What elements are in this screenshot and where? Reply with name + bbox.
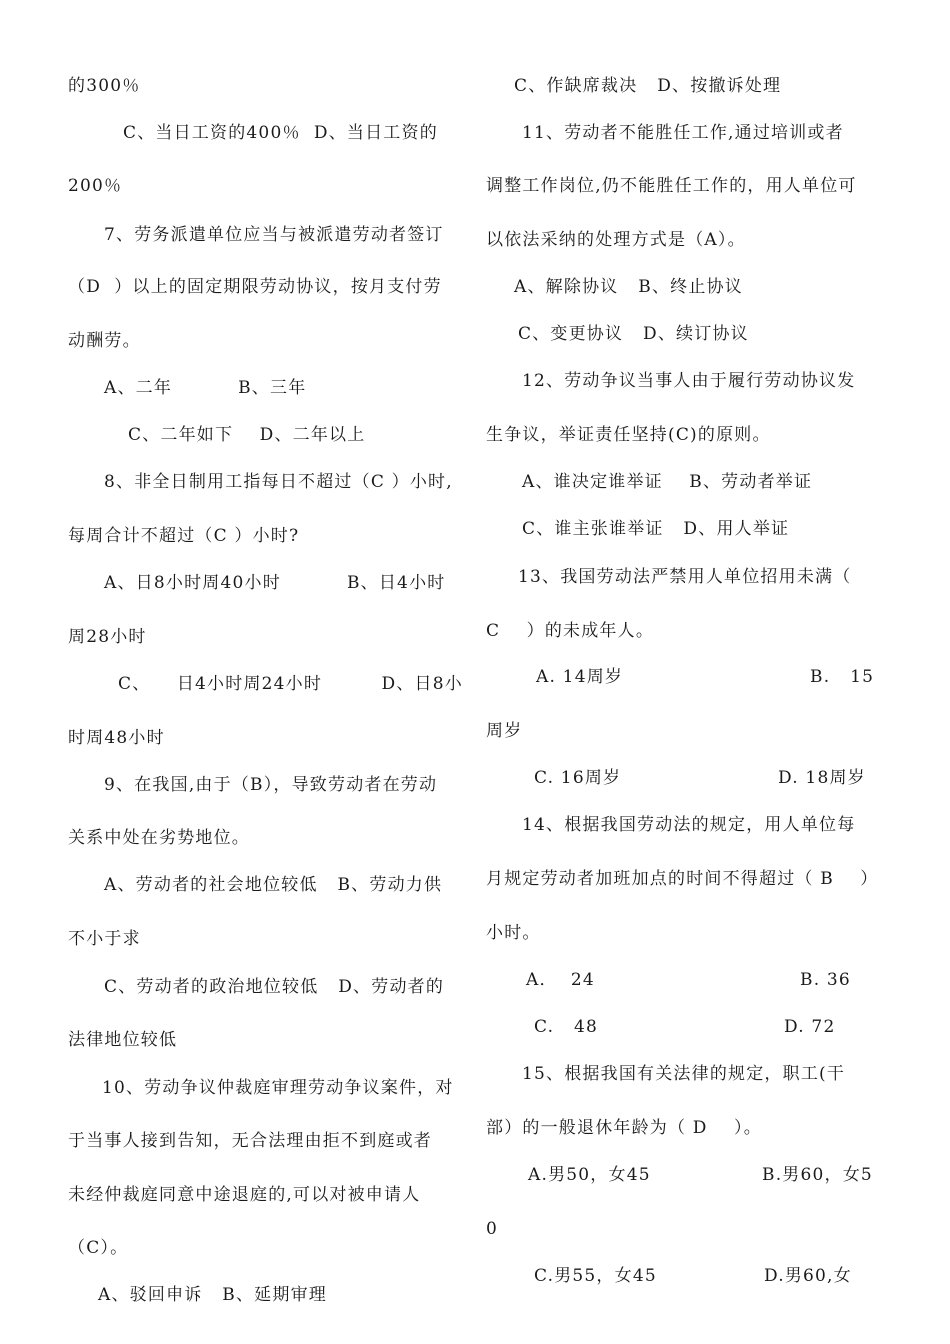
- option-line: A、劳动者的社会地位较低 B、劳动力供: [104, 875, 443, 895]
- text-line: 关系中处在劣势地位。: [68, 828, 250, 848]
- option-line: C、 日4小时周24小时 D、日8小: [118, 674, 463, 694]
- option-a: A.男50，女45: [528, 1165, 651, 1185]
- option-b: B. 36: [800, 970, 851, 990]
- option-d: D. 18周岁: [778, 768, 866, 788]
- text-line: 于当事人接到告知，无合法理由拒不到庭或者: [68, 1131, 432, 1151]
- option-line: C、变更协议 D、续订协议: [518, 324, 749, 344]
- option-c: C. 48: [534, 1017, 599, 1037]
- text-line: C、当日工资的400％ D、当日工资的: [123, 123, 438, 143]
- option-a: A． 24: [526, 970, 595, 990]
- text-line: C ）的未成年人。: [486, 621, 655, 641]
- option-line: C、劳动者的政治地位较低 D、劳动者的: [104, 977, 445, 997]
- text-line: （D ）以上的固定期限劳动协议，按月支付劳: [68, 277, 442, 297]
- text-line: 小时。: [486, 923, 541, 943]
- question-10: 10、劳动争议仲裁庭审理劳动争议案件，对: [102, 1078, 454, 1098]
- question-15: 15、根据我国有关法律的规定，职工(干: [522, 1064, 846, 1084]
- question-8: 8、非全日制用工指每日不超过（C ）小时,: [104, 472, 453, 492]
- question-13: 13、我国劳动法严禁用人单位招用未满（: [518, 567, 852, 587]
- option-b: B.男60，女5: [762, 1165, 873, 1185]
- question-7: 7、劳务派遣单位应当与被派遣劳动者签订: [104, 225, 444, 245]
- text-line: 周28小时: [68, 627, 147, 647]
- option-line: A、日8小时周40小时 B、日4小时: [104, 573, 446, 593]
- option-c: C.男55，女45: [534, 1266, 657, 1286]
- option-line: C、谁主张谁举证 D、用人举证: [522, 519, 790, 539]
- question-9: 9、在我国,由于（B），导致劳动者在劳动: [104, 775, 438, 795]
- option-line: C、作缺席裁决 D、按撤诉处理: [514, 76, 782, 96]
- option-line: A、二年 B、三年: [104, 378, 307, 398]
- text-line: 未经仲裁庭同意中途退庭的,可以对被申请人: [68, 1185, 421, 1205]
- text-line: 的300％: [68, 76, 141, 96]
- text-line: 每周合计不超过（C ）小时?: [68, 526, 300, 546]
- text-line: 法律地位较低: [68, 1030, 178, 1050]
- option-line: A、驳回申诉 B、延期审理: [98, 1285, 327, 1305]
- question-11: 11、劳动者不能胜任工作,通过培训或者: [522, 123, 844, 143]
- text-line: 生争议，举证责任坚持(C)的原则。: [486, 425, 771, 445]
- text-line: 0: [486, 1219, 499, 1239]
- option-line: A、谁决定谁举证 B、劳动者举证: [522, 472, 813, 492]
- text-line: 调整工作岗位,仍不能胜任工作的，用人单位可: [486, 176, 857, 196]
- text-line: （C）。: [68, 1238, 129, 1258]
- option-a: A. 14周岁: [536, 667, 624, 687]
- text-line: 周岁: [486, 721, 523, 741]
- option-d: D. 72: [784, 1017, 836, 1037]
- option-b: B. 15: [810, 667, 875, 687]
- text-line: 时周48小时: [68, 728, 165, 748]
- text-line: 部）的一般退休年龄为（ D ）。: [486, 1118, 762, 1138]
- text-line: 以依法采纳的处理方式是（A）。: [486, 230, 746, 250]
- option-c: C. 16周岁: [534, 768, 622, 788]
- question-12: 12、劳动争议当事人由于履行劳动协议发: [522, 371, 856, 391]
- text-line: 动酬劳。: [68, 331, 141, 351]
- option-d: D.男60,女: [764, 1266, 852, 1286]
- text-line: 不小于求: [68, 929, 141, 949]
- text-line: 月规定劳动者加班加点的时间不得超过（ B ）: [486, 869, 879, 889]
- text-line: 200％: [68, 176, 123, 196]
- option-line: A、解除协议 B、终止协议: [514, 277, 743, 297]
- question-14: 14、根据我国劳动法的规定，用人单位每: [522, 815, 856, 835]
- option-line: C、二年如下 D、二年以上: [128, 425, 366, 445]
